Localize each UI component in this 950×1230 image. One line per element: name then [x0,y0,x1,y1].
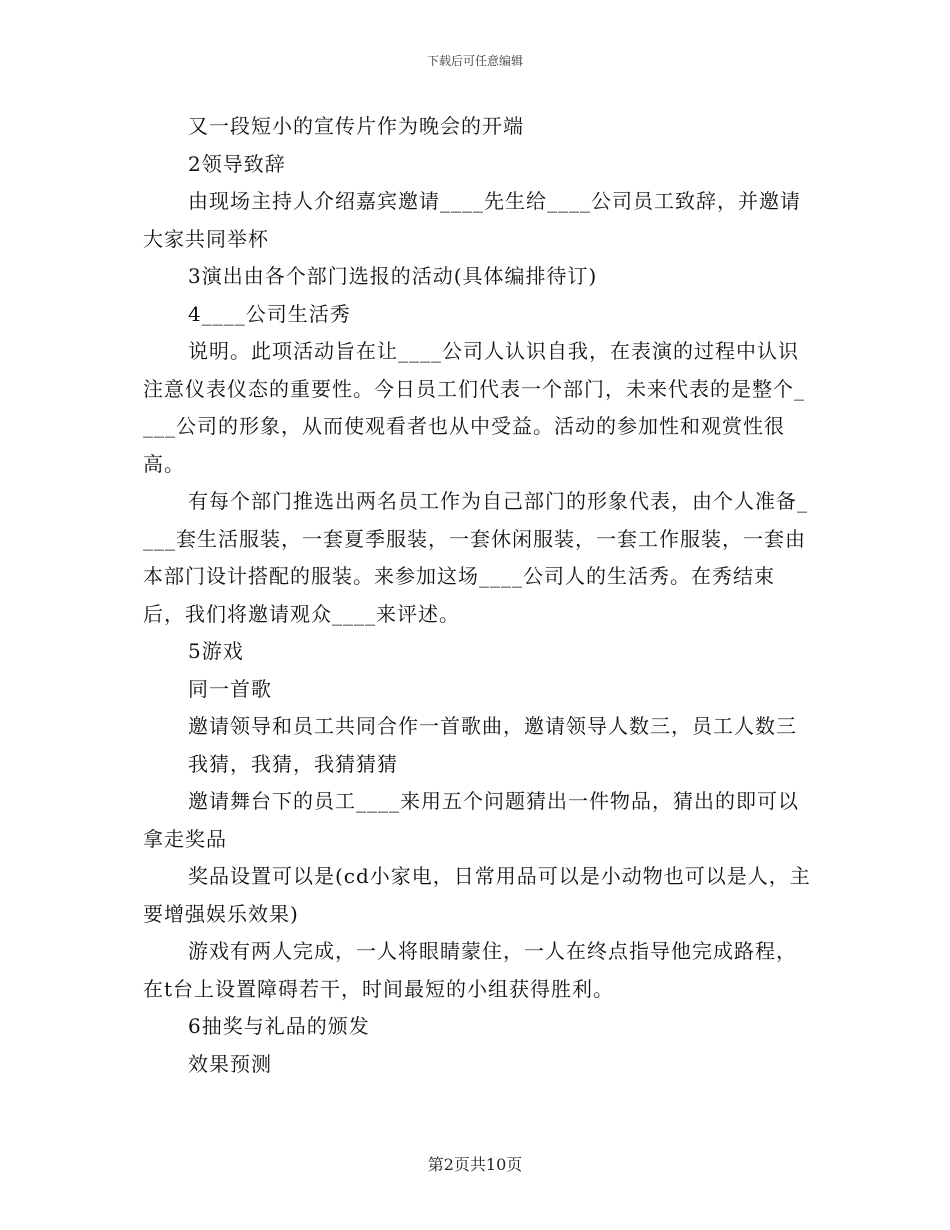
paragraph-life-show-description: 说明。此项活动旨在让____公司人认识自我，在表演的过程中认识注意仪表仪态的重要性。今日员工们代表一个部门，未来代表的是整个____公司的形象，从而使观看者也从中受益。活动的参加性和观赏性很高。 [143,339,805,476]
game-title-guess: 我猜，我猜，我猜猜猜 [188,751,398,776]
section-heading-leader-speech: 2领导致辞 [188,151,286,176]
paragraph-effect-prediction: 效果预测 [188,1051,272,1076]
section-heading-games: 5游戏 [188,639,244,663]
page-header: 下载后可任意编辑 [426,54,523,68]
paragraph-leader-speech: 由现场主持人介绍嘉宾邀请____先生给____公司员工致辞，并邀请大家共同举杯 [143,189,801,251]
game-title-same-song: 同一首歌 [188,676,272,701]
paragraph-opening: 又一段短小的宣传片作为晚会的开端 [188,114,524,138]
paragraph-life-show-details: 有每个部门推选出两名员工作为自己部门的形象代表，由个人准备____套生活服装，一套夏季服装，一套休闲服装，一套工作服装，一套由本部门设计搭配的服装。来参加这场____公司人的生活秀。在秀结束后，我们将邀请观众____来评述。 [143,489,808,626]
section-heading-performances: 3演出由各个部门选报的活动(具体编排待订) [188,264,598,288]
section-heading-life-show: 4____公司生活秀 [188,301,351,326]
paragraph-blindfold-game: 游戏有两人完成，一人将眼睛蒙住，一人在终点指导他完成路程，在t台上设置障碍若干，时间最短的小组获得胜利。 [143,939,797,1001]
document-body [143,108,813,1083]
section-heading-lottery: 6抽奖与礼品的颁发 [188,1014,370,1038]
paragraph-prize-settings: 奖品设置可以是(cd小家电，日常用品可以是小动物也可以是人，主要增强娱乐效果) [143,864,811,926]
page-footer: 第2页共10页 [427,1155,523,1174]
paragraph-same-song: 邀请领导和员工共同合作一首歌曲，邀请领导人数三，员工人数三 [188,714,797,738]
paragraph-guess-game: 邀请舞台下的员工____来用五个问题猜出一件物品，猜出的即可以拿走奖品 [143,789,799,851]
